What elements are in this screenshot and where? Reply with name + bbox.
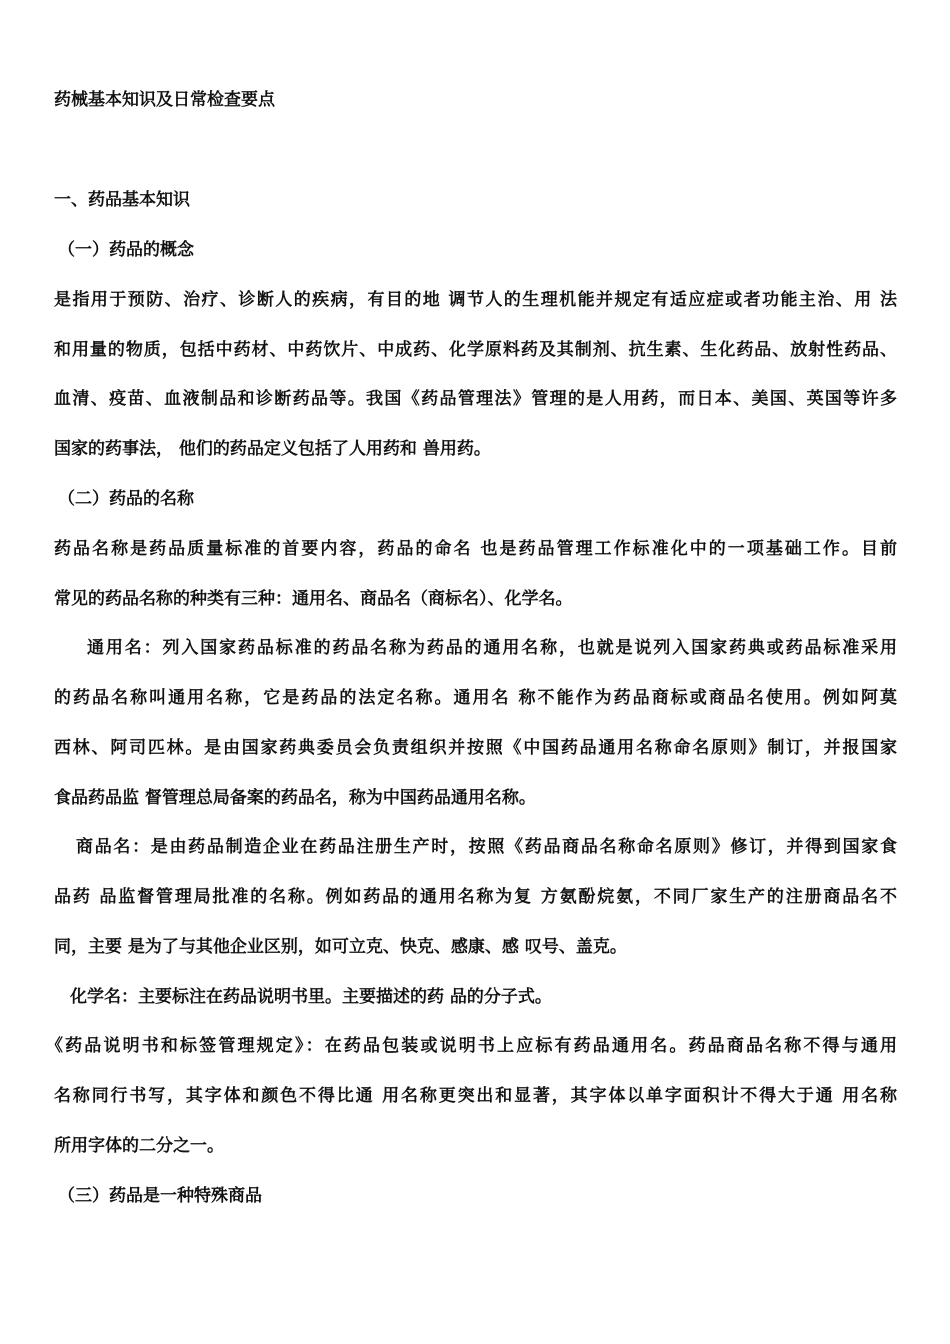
- paragraph-line: 常见的药品名称的种类有三种：通用名、商品名（商标名）、化学名。: [54, 589, 573, 609]
- paragraph-line: 是指用于预防、治疗、诊断人的疾病，有目的地 调节人的生理机能并规定有适应症或者功能主治、用 法: [54, 290, 897, 310]
- paragraph-line: 同，主要 是为了与其他企业区别，如可立克、快克、感康、感 叹号、盖克。: [54, 937, 627, 957]
- paragraph-line: 商品名：是由药品制造企业在药品注册生产时，按照《药品商品名称命名原则》修订，并得到国家食: [76, 837, 897, 857]
- paragraph-line: 食品药品监 督管理总局备案的药品名，称为中国药品通用名称。: [54, 788, 536, 808]
- paragraph-line: 国家的药事法， 他们的药品定义包括了人用药和 兽用药。: [54, 439, 491, 459]
- paragraph-line: 药品名称是药品质量标准的首要内容，药品的命名 也是药品管理工作标准化中的一项基础工作。目前: [54, 539, 897, 559]
- paragraph-line: 《药品说明书和标签管理规定》：在药品包装或说明书上应标有药品通用名。药品商品名称不得与通用: [46, 1036, 897, 1056]
- section-heading: 一、药品基本知识: [54, 190, 190, 210]
- document-title: 药械基本知识及日常检查要点: [54, 90, 275, 110]
- paragraph-line: 名称同行书写，其字体和颜色不得比通 用名称更突出和显著，其字体以单字面积计不得大于通 用名称: [54, 1086, 897, 1106]
- paragraph-line: 血清、疫苗、血液制品和诊断药品等。我国《药品管理法》管理的是人用药，而日本、美国、英国等许多: [54, 389, 897, 409]
- paragraph-line: 品药 品监督管理局批准的名称。例如药品的通用名称为复 方氨酚烷氨，不同厂家生产的注册商品名不: [54, 887, 897, 907]
- paragraph-line: 所用字体的二分之一。: [54, 1136, 224, 1156]
- paragraph-line: 和用量的物质，包括中药材、中药饮片、中成药、化学原料药及其制剂、抗生素、生化药品、放射性药品、: [54, 340, 897, 360]
- subsection-heading: （二）药品的名称: [58, 489, 194, 509]
- paragraph-line: 的药品名称叫通用名称，它是药品的法定名称。通用名 称不能作为药品商标或商品名使用。例如阿莫: [54, 688, 897, 708]
- paragraph-line: 通用名：列入国家药品标准的药品名称为药品的通用名称，也就是说列入国家药典或药品标准采用: [87, 638, 897, 658]
- paragraph-line: 西林、阿司匹林。是由国家药典委员会负责组织并按照《中国药品通用名称命名原则》制订，并报国家: [54, 738, 897, 758]
- subsection-heading: （三）药品是一种特殊商品: [58, 1186, 262, 1206]
- subsection-heading: （一）药品的概念: [58, 240, 194, 260]
- paragraph-line: 化学名：主要标注在药品说明书里。主要描述的药 品的分子式。: [70, 987, 552, 1007]
